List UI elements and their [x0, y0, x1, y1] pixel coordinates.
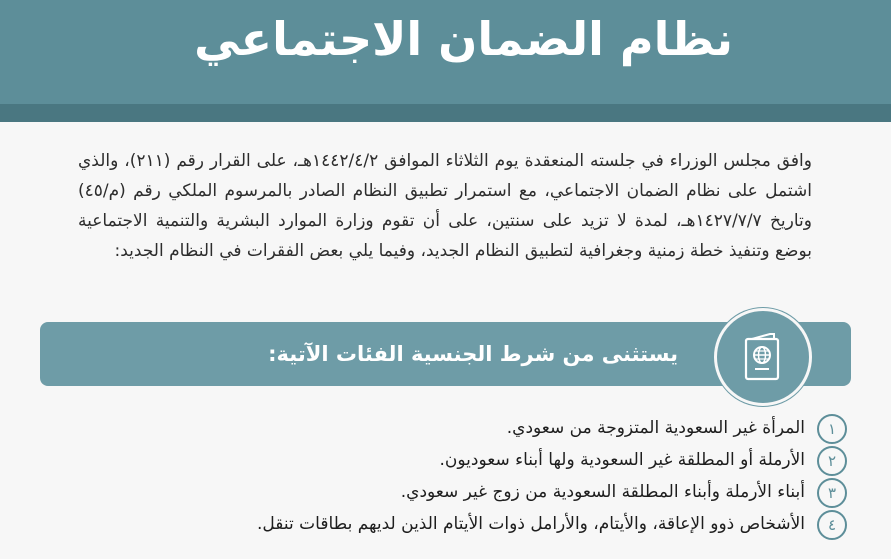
item-text: المرأة غير السعودية المتزوجة من سعودي.: [506, 418, 805, 438]
item-text: أبناء الأرملة وأبناء المطلقة السعودية من زوج غير سعودي.: [400, 482, 805, 502]
item-number-badge: ٣: [817, 478, 847, 508]
exceptions-list: [87, 412, 847, 540]
item-number-badge: ٤: [817, 510, 847, 540]
header-bar: [0, 0, 891, 104]
list-item: [87, 476, 847, 508]
header-strip: [0, 104, 891, 122]
item-text: الأرملة أو المطلقة غير السعودية ولها أبناء سعوديون.: [439, 450, 805, 470]
item-number-badge: ٢: [817, 446, 847, 476]
item-text: الأشخاص ذوو الإعاقة، والأيتام، والأرامل ذوات الأيتام الذين لديهم بطاقات تنقل.: [257, 514, 805, 534]
intro-paragraph: وافق مجلس الوزراء في جلسته المنعقدة يوم الثلاثاء الموافق ١٤٤٢/٤/٢هـ، على القرار رقم (٢١١)، والذي اشتمل على نظام الضمان الاجتماعي، مع استمرار تطبيق النظام الصادر بالمرسوم الملكي رقم (م/٤٥) وتاريخ ١٤٢٧/٧/٧هـ، لمدة لا تزيد على سنتين، على أن تقوم وزارة الموارد البشرية والتنمية الاجتماعية بوضع وتنفيذ خطة زمنية وجغرافية لتطبيق النظام الجديد، وفيما يلي بعض الفقرات في النظام الجديد:: [78, 151, 812, 261]
list-item: [87, 508, 847, 540]
passport-icon: [714, 308, 812, 406]
banner-title: يستثنى من شرط الجنسية الفئات الآتية:: [268, 342, 678, 366]
list-item: [87, 444, 847, 476]
list-item: [87, 412, 847, 444]
page-title: نظام الضمان الاجتماعي: [194, 12, 733, 66]
item-number-badge: ١: [817, 414, 847, 444]
